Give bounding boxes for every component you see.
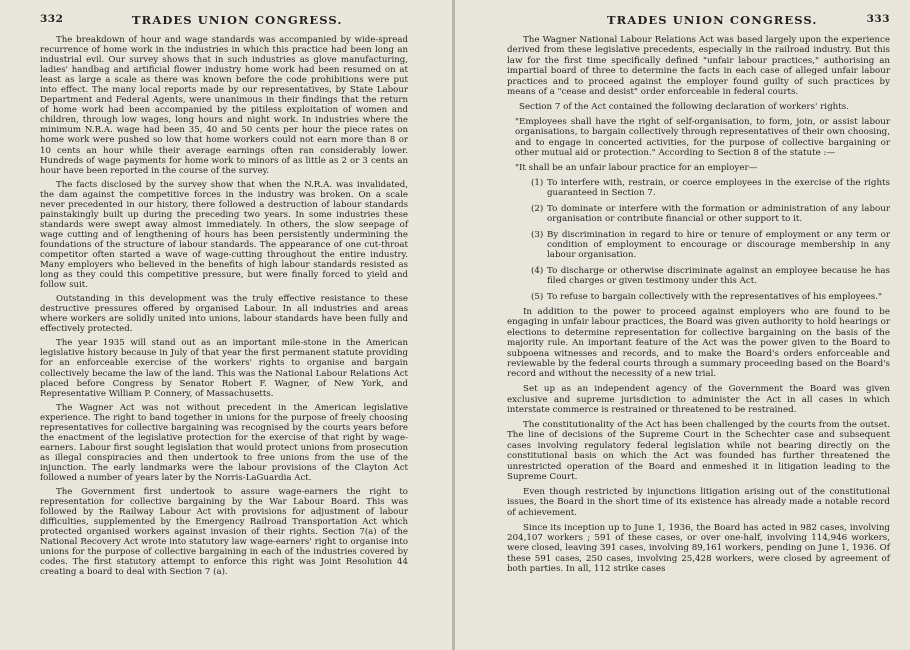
left-page-header <box>40 13 408 35</box>
list-item-text: By discrimination in regard to hire or tenure of employment or any term or condition of employment to encourage or discourage membership in any labour organisation. <box>547 229 890 261</box>
paragraph: The constitutionality of the Act has been challenged by the courts from the outset. The line of decisions of the Supreme Court in the Schechter case and subsequent cases involving regulatory federal legislation while not bearing directly on the constitutional basis on which the Act was founded has further threatened the unrestricted operation of the Board and enmeshed it in litigation leading to the Supreme Court. <box>507 420 890 483</box>
right-page-header <box>507 13 890 35</box>
paragraph: The facts disclosed by the survey show that when the N.R.A. was invalidated, the dam against the competitive forces in the industry was broken. On a scale never precedented in our history, there followed a destruction of labour standards painstakingly built up during the preceding two years. In some industries these standards were swept away almost immediately. In others, the slow seepage of wage cutting and of lengthening of hours has been persistently undermining the foundations of the structure of labour standards. The appearance of one cut-throat competitor often started a wave of wage-cutting throughout the entire industry. Many employers who believed in the benefits of high labour standards resisted as long as they could this competitive pressure, but were finally forced to yield and follow suit. <box>40 179 408 291</box>
list-marker: (4) <box>531 265 544 276</box>
list-item <box>531 230 890 261</box>
list-item <box>531 266 890 287</box>
paragraph: The breakdown of hour and wage standards was accompanied by wide-spread recurrence of home work in the industries in which this practice had been long an industrial evil. Our survey shows that in such industries as glove manufacturing, ladies' handbag and artificial flower industry home work had been resumed on at least as large a scale as there was known before the code prohibitions were put into effect. The many local reports made by our representatives, by State Labour Department and Federal Agents, were unanimous in their findings that the return of home work had been accompanied by the pitiless exploitation of women and children, through low wages, long hours and night work. In industries where the minimum N.R.A. wage had been 35, 40 and 50 cents per hour the piece rates on home work were pushed so low that home workers could not earn more than 8 or 10 cents an hour while their average earnings often ran considerably lower. Hundreds of wage payments for home work to minors of as little as 2 or 3 cents an hour have been reported in the course of the survey. <box>40 35 408 176</box>
list-item-text: To refuse to bargain collectively with the representatives of his employees." <box>547 291 883 302</box>
paragraph: Since its inception up to June 1, 1936, the Board has acted in 982 cases, involving 204,107 workers ; 591 of these cases, or over one-half, involving 114,946 workers, were closed, leaving 391 cases, involving 89,161 workers, pending on June 1, 1936. Of these 591 cases, 250 cases, involving 25,428 workers, were closed by agreement of both parties. In all, 112 strike cases <box>507 522 891 575</box>
list-item <box>531 178 890 199</box>
list-item <box>531 204 890 225</box>
paragraph: The year 1935 will stand out as an important mile-stone in the American legislative history because in July of that year the first permanent statute providing for an enforceable exercise of the workers' rights to organise and bargain collectively became the law of the land. This was the National Labour Relations Act placed before Congress by Senator Robert F. Wagner, of New York, and Representative William P. Connery, of Massachusetts. <box>40 338 408 399</box>
right-page-running-title: TRADES UNION CONGRESS. <box>607 13 818 27</box>
list-marker: (5) <box>531 291 544 302</box>
paragraph: Outstanding in this development was the truly effective resistance to these destructive pressures offered by organised Labour. In all industries and areas where workers are solidly united into unions, labour standards have been fully and effectively protected. <box>40 294 408 335</box>
left-page <box>0 0 452 650</box>
quoted-declaration: "Employees shall have the right of self-organisation, to form, join, or assist labour organisations, to bargain collectively through representatives of their own choosing, and to engage in concerted activities, for the purpose of collective bargaining or other mutual aid or protection." According to Section 8 of the statute :— <box>515 116 890 159</box>
quoted-declaration: "It shall be an unfair labour practice for an employer— <box>515 162 758 173</box>
list-item-text: To discharge or otherwise discriminate against an employee because he has filed charges or given testimony under this Act. <box>547 265 890 287</box>
paragraph: In addition to the power to proceed against employers who are found to be engaging in unfair labour practices, the Board was given authority to hold hearings or elections to determine representation for collective bargaining on the basis of the majority rule. An important feature of the Act was the power given to the Board to subpoena witnesses and records, and to make the Board's orders enforceable and reviewable by the federal courts through a summary proceeding based on the Board's record and without the necessity of a new trial. <box>507 306 890 380</box>
right-page-number: 333 <box>866 13 890 25</box>
paragraph: Even though restricted by injunctions litigation arising out of the constitutional issues, the Board in the short time of its existence has already made a notable record of achievement. <box>507 486 890 518</box>
list-item-text: To interfere with, restrain, or coerce employees in the exercise of the rights guaranteed in Section 7. <box>547 177 890 199</box>
paragraph: The Wagner National Labour Relations Act was based largely upon the experience derived from these legislative precedents, especially in the railroad industry. But this law for the first time specifically defined "unfair labour practices," authorising an impartial board of three to determine the facts in each case of alleged unfair labour practices and to proceed against the employer found guilty of such practices by means of a "cease and desist" order enforceable in federal courts. <box>507 35 890 98</box>
right-page-body <box>507 35 890 575</box>
paragraph: Section 7 of the Act contained the following declaration of workers' rights. <box>519 101 849 112</box>
unfair-practices-list <box>507 178 890 302</box>
list-item <box>531 292 890 302</box>
list-marker: (3) <box>531 229 544 240</box>
list-item-text: To dominate or interfere with the formation or administration of any labour organisation or contribute financial or other support to it. <box>547 203 890 225</box>
list-marker: (2) <box>531 203 544 214</box>
list-marker: (1) <box>531 177 544 188</box>
left-page-running-title: TRADES UNION CONGRESS. <box>132 13 343 27</box>
left-page-number: 332 <box>40 13 64 25</box>
paragraph: The Government first undertook to assure wage-earners the right to representation for collective bargaining by the War Labour Board. This was followed by the Railway Labour Act with provisions for adjustment of labour difficulties, supplemented by the Emergency Railroad Transportation Act which protected organised workers against invasion of their rights. Section 7(a) of the National Recovery Act wrote into statutory law wage-earners' right to organise into unions for the purpose of collective bargaining in each of the industries covered by codes. The first statutory attempt to enforce this right was Joint Resolution 44 creating a board to deal with Section 7 (a). <box>40 487 408 578</box>
right-page <box>455 0 910 650</box>
paragraph: Set up as an independent agency of the Government the Board was given exclusive and supreme jurisdiction to administer the Act in all cases in which interstate commerce is restrained or threatened to be restrained. <box>507 384 890 416</box>
paragraph: The Wagner Act was not without precedent in the American legislative experience. The right to band together in unions for the purpose of freely choosing representatives for collective bargaining was recognised by the courts years before the enactment of the legislative protection for the exercise of that right by wage-earners. Labour first sought legislation that would protect unions from prosecution as illegal conspiracies and then undertook to free unions from the use of the injunction. The early landmarks were the labour provisions of the Clayton Act followed a number of years later by the Norris-LaGuardia Act. <box>40 402 408 483</box>
left-page-body <box>40 35 408 577</box>
